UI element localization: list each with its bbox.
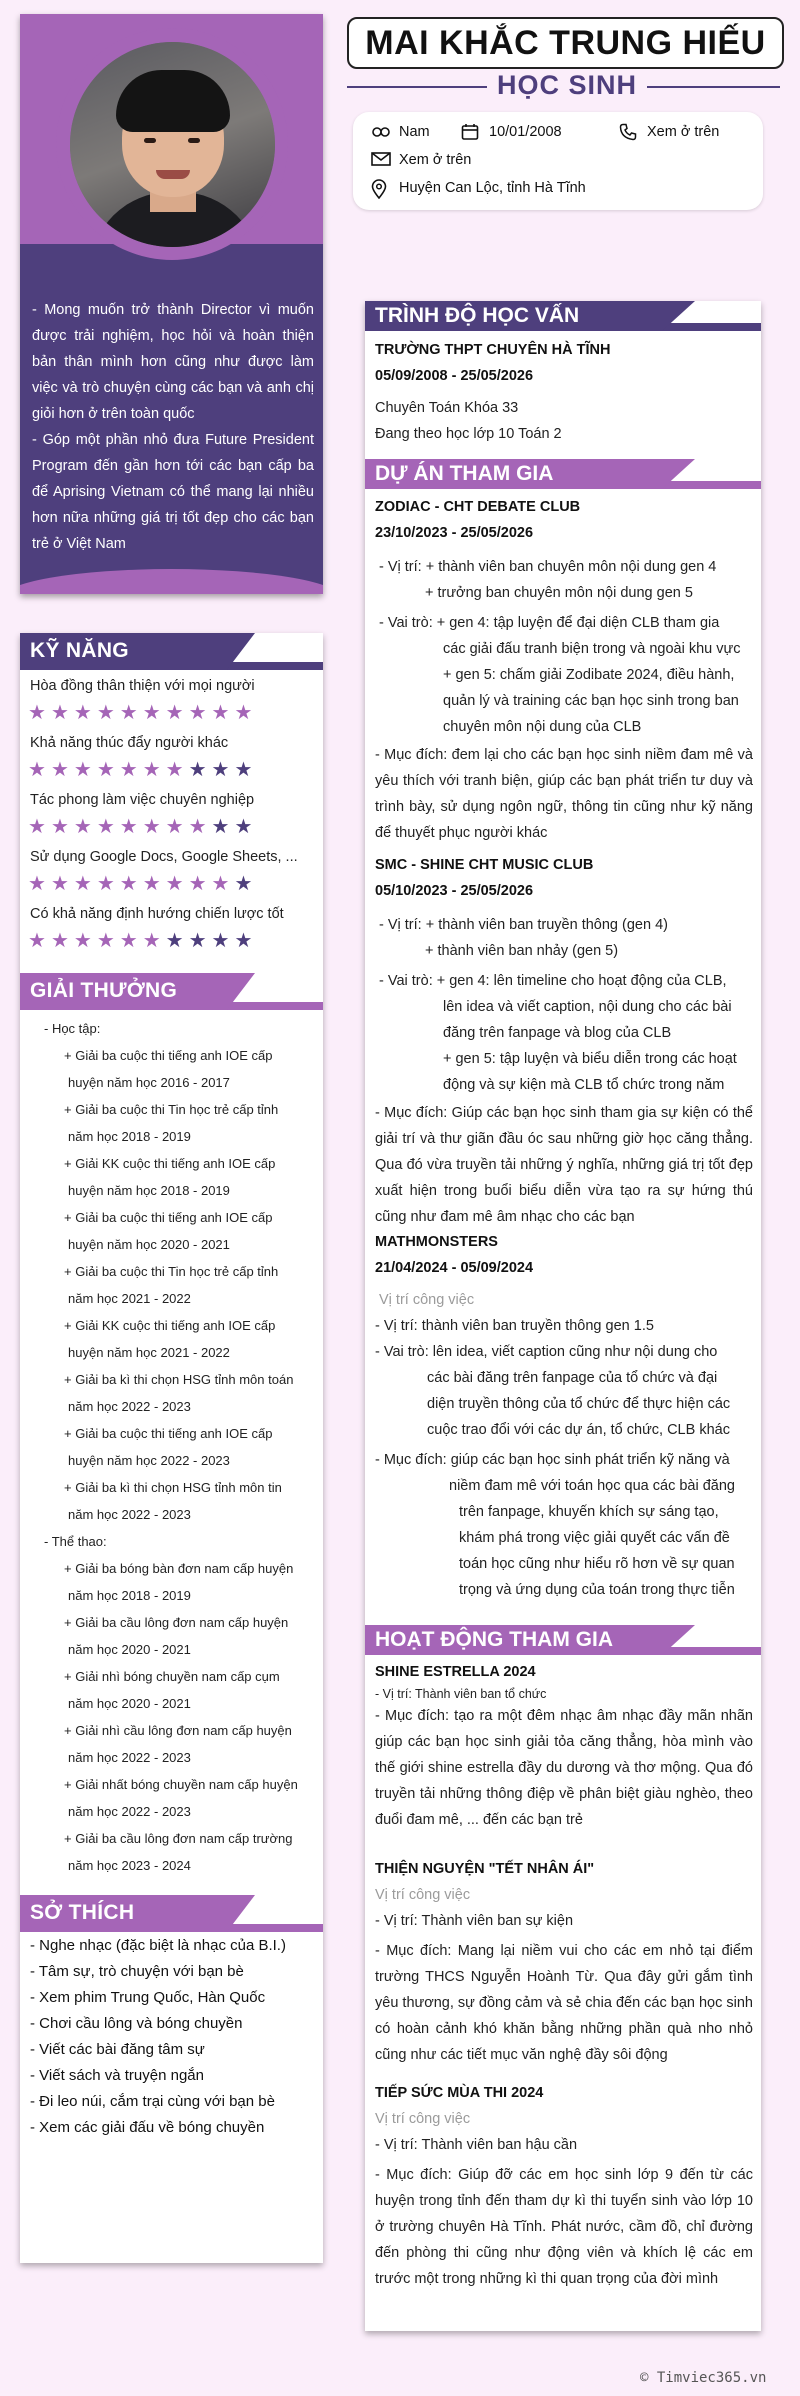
star-filled-icon: ★ [142,702,166,724]
skill-rating-stars [28,873,257,895]
activities-header [365,1625,761,1655]
award-item: + Giải ba cuộc thi tiếng anh IOE cấp [64,1426,273,1441]
school-name: TRƯỜNG THPT CHUYÊN HÀ TĨNH [375,342,611,358]
activity-name: THIỆN NGUYỆN "TẾT NHÂN ÁI" [375,1861,595,1877]
project-task: - Vai trò: lên idea, viết caption cũng như nội dung cho [375,1344,718,1360]
star-filled-icon: ★ [119,759,143,781]
career-objective [32,297,314,557]
project-name: MATHMONSTERS [375,1234,498,1250]
project-smc [375,852,753,1230]
education-title: TRÌNH ĐỘ HỌC VẤN [375,304,580,327]
project-period: 21/04/2024 - 05/09/2024 [375,1260,534,1276]
project-goal: trên fanpage, khuyến khích sự sáng tạo, [459,1504,719,1520]
objective-line: - Mong muốn trở thành Director vì muốn được trải nghiệm, học hỏi và hoàn thiện bản thân mình hơn cũng như được làm việc và trò chuyện cùng các bạn và anh chị giỏi hơn ở trên toàn quốc [32,302,314,422]
skills-title: KỸ NĂNG [30,639,129,662]
address-value: Huyện Can Lộc, tỉnh Hà Tĩnh [399,180,586,196]
award-item-year: năm học 2018 - 2019 [68,1129,191,1144]
award-item-year: huyện năm học 2018 - 2019 [68,1183,230,1198]
name-box [347,17,784,69]
skill-name: Sử dụng Google Docs, Google Sheets, ... [30,849,298,865]
award-item-year: năm học 2020 - 2021 [68,1642,191,1657]
star-filled-icon: ★ [96,873,120,895]
location-pin-icon [371,179,387,199]
award-item: + Giải nhì bóng chuyền nam cấp cụm [64,1669,280,1684]
activity-goal: - Mục đích: Mang lại niềm vui cho các em nhỏ tại điểm trường THCS Nguyễn Hoành Từ. Qua đây gửi gắm tình yêu thương, sự đồng cảm và sẻ chia đến các bạn học sinh có hoàn cảnh khó khăn bằng những phần quà nho nhỏ cũng như các tiết mục văn nghệ đầy sôi động [375,1943,753,2063]
award-item: + Giải ba cầu lông đơn nam cấp trường [64,1831,293,1846]
education-period: 05/09/2008 - 25/05/2026 [375,368,534,384]
star-filled-icon: ★ [50,930,74,952]
email-value: Xem ở trên [399,152,472,168]
projects-header [365,459,761,489]
project-goal: - Mục đích: đem lại cho các bạn học sinh niềm đam mê và yêu thích với tranh biện, giúp các bạn phát triển tư duy và trình bày, sử dụng ngôn ngữ, thông tin cũng như kỹ năng để thuyết phục người khác [375,747,753,841]
projects-title: DỰ ÁN THAM GIA [375,462,554,485]
birthday-item [489,124,562,140]
project-zodiac [375,494,753,846]
star-empty-icon: ★ [188,759,212,781]
activity-name: SHINE ESTRELLA 2024 [375,1664,536,1680]
award-category: - Học tập: [44,1021,101,1036]
skill-name: Hòa đồng thân thiện với mọi người [30,678,255,694]
awards-title: GIẢI THƯỞNG [30,979,178,1002]
skill-rating-stars [28,759,257,781]
avatar [70,42,275,247]
phone-value: Xem ở trên [647,124,720,140]
project-task: các giải đấu tranh biện trong và ngoài khu vực [443,641,741,657]
star-filled-icon: ★ [73,873,97,895]
award-item: + Giải nhì cầu lông đơn nam cấp huyện [64,1723,292,1738]
phone-icon [619,123,637,141]
mail-icon [371,151,391,167]
award-item: + Giải ba kì thi chọn HSG tỉnh môn tin [64,1480,282,1495]
full-name: MAI KHẮC TRUNG HIẾU [365,24,766,62]
project-role: - Vị trí: + thành viên ban chuyên môn nội dung gen 4 [379,559,717,575]
activity-role: - Vị trí: Thành viên ban tổ chức [375,1687,547,1701]
award-item: + Giải ba cuộc thi tiếng anh IOE cấp [64,1048,273,1063]
award-item-year: năm học 2022 - 2023 [68,1804,191,1819]
project-task: + gen 5: tập luyện và biểu diễn trong các hoạt [443,1051,737,1067]
award-item-year: huyện năm học 2022 - 2023 [68,1453,230,1468]
award-item: + Giải ba kì thi chọn HSG tỉnh môn toán [64,1372,294,1387]
project-task: - Vai trò: + gen 4: lên timeline cho hoạt động của CLB, [379,973,727,989]
award-item: + Giải nhất bóng chuyền nam cấp huyện [64,1777,298,1792]
star-filled-icon: ★ [50,759,74,781]
award-item-year: huyện năm học 2020 - 2021 [68,1237,230,1252]
award-item-year: huyện năm học 2021 - 2022 [68,1345,230,1360]
gender-value: Nam [399,124,430,140]
star-filled-icon: ★ [119,816,143,838]
award-category: - Thể thao: [44,1534,107,1549]
star-filled-icon: ★ [142,930,166,952]
hobby-item: - Xem các giải đấu về bóng chuyền [30,2119,265,2136]
award-item-year: năm học 2020 - 2021 [68,1696,191,1711]
hobbies-header [20,1895,323,1932]
hobby-item: - Nghe nhạc (đặc biệt là nhạc của B.I.) [30,1937,286,1954]
star-filled-icon: ★ [119,873,143,895]
project-task: chuyên môn nội dung của CLB [443,719,642,735]
star-filled-icon: ★ [50,816,74,838]
skill-rating-stars [28,702,257,724]
hobby-item: - Đi leo núi, cắm trại cùng với bạn bè [30,2093,275,2110]
awards-list [30,1015,320,1879]
project-role: + thành viên ban nhảy (gen 5) [425,943,619,959]
education-line: Chuyên Toán Khóa 33 [375,400,519,416]
hobby-item: - Viết sách và truyện ngắn [30,2067,204,2084]
star-filled-icon: ★ [28,873,51,895]
skill-name: Khả năng thúc đẩy người khác [30,735,229,751]
project-period: 05/10/2023 - 25/05/2026 [375,883,534,899]
project-task: diện truyền thông của tổ chức để thực hiện các [427,1396,731,1412]
skill-rating-stars [28,816,257,838]
award-item-year: năm học 2023 - 2024 [68,1858,191,1873]
address-item [399,180,586,196]
award-item-year: năm học 2021 - 2022 [68,1291,191,1306]
hobbies-list [30,1933,320,2141]
activity-exam-support [375,2080,753,2292]
project-period: 23/10/2023 - 25/05/2026 [375,525,534,541]
activity-role: - Vị trí: Thành viên ban hậu cần [375,2137,578,2153]
left-sections-card [20,633,323,2263]
star-filled-icon: ★ [119,702,143,724]
objective-line: - Góp một phần nhỏ đưa Future President Program đến gần hơn tới các bạn cấp ba để Aprising Vietnam có thể mang lại nhiều hơn nữa những giá trị tốt đẹp cho các bạn trẻ ở Việt Nam [32,432,314,552]
award-item: + Giải ba cuộc thi Tin học trẻ cấp tỉnh [64,1102,279,1117]
activity-name: TIẾP SỨC MÙA THI 2024 [375,2085,544,2101]
hobby-item: - Tâm sự, trò chuyện với bạn bè [30,1963,244,1980]
activities-title: HOẠT ĐỘNG THAM GIA [375,1628,613,1651]
activity-goal: - Mục đích: tạo ra một đêm nhạc âm nhạc đầy mãn nhãn giúp các bạn học sinh giải tỏa căng thẳng, hòa mình vào thế giới shine estrella đầy du dương và thơ mộng. Qua đó truyền tải những thông điệp về phân biệt giàu nghèo, theo đuổi đam mê, ... đến các bạn trẻ [375,1708,753,1828]
skill-name: Có khả năng định hướng chiến lược tốt [30,906,284,922]
star-empty-icon: ★ [165,930,189,952]
project-goal: trọng và ứng dụng của toán trong thực tiễn [459,1582,735,1598]
star-filled-icon: ★ [50,702,74,724]
position-placeholder: Vị trí công việc [379,1292,475,1308]
star-empty-icon: ★ [234,930,258,952]
hobbies-title: SỞ THÍCH [30,1901,135,1924]
award-item-year: năm học 2022 - 2023 [68,1750,191,1765]
project-goal: - Mục đích: giúp các bạn học sinh phát triển kỹ năng và [375,1452,730,1468]
award-item: + Giải ba cuộc thi Tin học trẻ cấp tỉnh [64,1264,279,1279]
star-filled-icon: ★ [96,930,120,952]
project-task: cuộc trao đổi với các dự án, tổ chức, CLB khác [427,1422,730,1438]
award-item: + Giải KK cuộc thi tiếng anh IOE cấp [64,1318,276,1333]
project-role: - Vị trí: + thành viên ban truyền thông (gen 4) [379,917,668,933]
star-filled-icon: ★ [73,702,97,724]
activity-goal: - Mục đích: Giúp đỡ các em học sinh lớp 9 đến từ các huyện trong tỉnh đến tham dự kì thi tuyển sinh vào lớp 10 ở trường chuyên Hà Tĩnh. Phát nước, cầm đồ, chỉ đường đến phòng thi cũng như động viên và khích lệ các em trước một trong những kì thi quan trọng của đời mình [375,2167,753,2287]
star-filled-icon: ★ [211,873,235,895]
project-task: + gen 5: chấm giải Zodibate 2024, điều hành, [443,667,735,683]
hobby-item: - Xem phim Trung Quốc, Hàn Quốc [30,1989,266,2006]
project-task: các bài đăng trên fanpage của tổ chức và đại [427,1370,718,1386]
star-filled-icon: ★ [165,702,189,724]
star-filled-icon: ★ [28,930,51,952]
award-item: + Giải ba bóng bàn đơn nam cấp huyện [64,1561,294,1576]
project-task: lên idea và viết caption, nội dung cho các bài [443,999,732,1015]
star-empty-icon: ★ [234,759,258,781]
project-role: + trưởng ban chuyên môn nội dung gen 5 [425,585,693,601]
activity-charity [375,1856,753,2068]
main-sections-card [365,301,761,2331]
project-mathmonsters [375,1229,753,1603]
star-filled-icon: ★ [211,702,235,724]
project-name: ZODIAC - CHT DEBATE CLUB [375,499,581,515]
star-filled-icon: ★ [119,930,143,952]
education-line: Đang theo học lớp 10 Toán 2 [375,426,562,442]
project-task: quản lý và training các bạn học sinh trong ban [443,693,739,709]
project-name: SMC - SHINE CHT MUSIC CLUB [375,857,594,873]
award-item: + Giải KK cuộc thi tiếng anh IOE cấp [64,1156,276,1171]
calendar-icon [461,123,479,141]
birthday-value: 10/01/2008 [489,124,562,140]
gender-item [399,124,430,140]
awards-header [20,973,323,1010]
star-empty-icon: ★ [211,759,235,781]
star-filled-icon: ★ [142,873,166,895]
watermark: © Timviec365.vn [640,2370,767,2386]
email-item [399,152,471,168]
star-filled-icon: ★ [96,816,120,838]
project-task: - Vai trò: + gen 4: tập luyện để đại diện CLB tham gia [379,615,720,631]
project-goal: khám phá trong việc giải quyết các vấn đề [459,1530,730,1546]
star-filled-icon: ★ [142,816,166,838]
star-empty-icon: ★ [234,816,258,838]
star-empty-icon: ★ [211,816,235,838]
profile-card [20,14,323,594]
education-header [365,301,761,331]
star-filled-icon: ★ [73,816,97,838]
star-filled-icon: ★ [28,816,51,838]
project-task: động và sự kiện mà CLB tổ chức trong năm [443,1077,725,1093]
contact-box [353,112,763,210]
project-role: - Vị trí: thành viên ban truyền thông gen 1.5 [375,1318,654,1334]
project-goal: - Mục đích: Giúp các bạn học sinh tham gia sự kiện có thể giải trí và thư giãn đầu óc sau những giờ học căng thẳng. Qua đó vừa truyền tải những ý nghĩa, những giá trị tốt đẹp xuất hiện trong buổi biểu diễn vừa tạo ra sự hứng thú cũng như đam mê âm nhạc cho các bạn [375,1105,753,1225]
award-item: + Giải ba cuộc thi tiếng anh IOE cấp [64,1210,273,1225]
star-filled-icon: ★ [28,702,51,724]
star-empty-icon: ★ [234,873,258,895]
star-filled-icon: ★ [165,816,189,838]
project-task: đăng trên fanpage và blog của CLB [443,1025,672,1041]
star-filled-icon: ★ [96,759,120,781]
award-item-year: năm học 2018 - 2019 [68,1588,191,1603]
star-filled-icon: ★ [234,702,258,724]
award-item-year: năm học 2022 - 2023 [68,1399,191,1414]
star-empty-icon: ★ [188,930,212,952]
hobby-item: - Chơi cầu lông và bóng chuyền [30,2015,243,2032]
skill-rating-stars [28,930,257,952]
job-title: HỌC SINH [487,70,647,101]
position-placeholder: Vị trí công việc [375,2111,471,2127]
star-filled-icon: ★ [73,930,97,952]
star-filled-icon: ★ [188,873,212,895]
star-filled-icon: ★ [165,873,189,895]
skill-name: Tác phong làm việc chuyên nghiệp [30,792,255,808]
star-filled-icon: ★ [28,759,51,781]
activity-role: - Vị trí: Thành viên ban sự kiện [375,1913,574,1929]
star-filled-icon: ★ [50,873,74,895]
project-goal: toán học cũng như hiểu rõ hơn về sự quan [459,1556,735,1572]
award-item-year: huyện năm học 2016 - 2017 [68,1075,230,1090]
phone-item [647,124,719,140]
gender-icon [371,123,391,141]
award-item: + Giải ba cầu lông đơn nam cấp huyện [64,1615,289,1630]
award-item-year: năm học 2022 - 2023 [68,1507,191,1522]
star-filled-icon: ★ [165,759,189,781]
star-filled-icon: ★ [96,702,120,724]
star-filled-icon: ★ [142,759,166,781]
star-empty-icon: ★ [211,930,235,952]
education-entry [375,337,753,447]
star-filled-icon: ★ [188,702,212,724]
star-filled-icon: ★ [73,759,97,781]
activity-shine-estrella [375,1659,753,1833]
hobby-item: - Viết các bài đăng tâm sự [30,2041,205,2058]
star-filled-icon: ★ [188,816,212,838]
position-placeholder: Vị trí công việc [375,1887,471,1903]
skills-header [20,633,323,670]
project-goal: niềm đam mê với toán học qua các bài đăng [449,1478,735,1494]
